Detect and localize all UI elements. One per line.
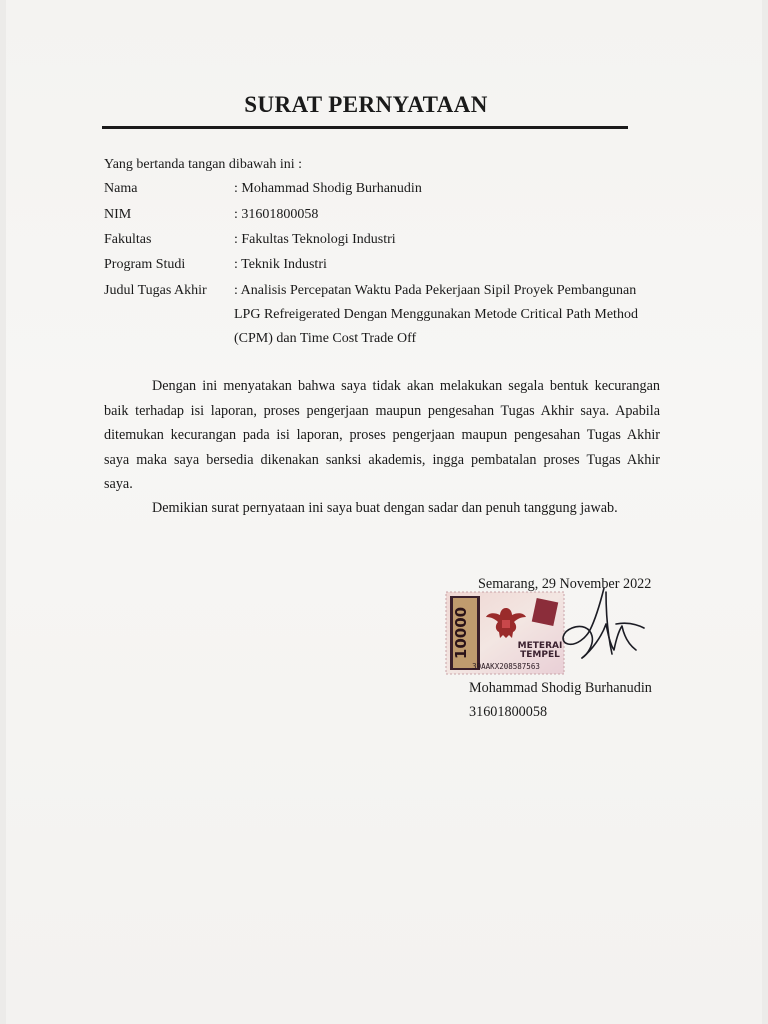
signer-name: Mohammad Shodig Burhanudin — [469, 680, 652, 696]
title-line: (CPM) dan Time Cost Trade Off — [234, 331, 417, 346]
closing-paragraph: Demikian surat pernyataan ini saya buat dengan sadar dan penuh tanggung jawab. — [152, 500, 618, 516]
paragraph-line: Dengan ini menyatakan bahwa saya tidak akan melakukan segala bentuk kecurangan — [152, 378, 660, 394]
field-value: : Mohammad Shodig Burhanudin — [234, 181, 422, 196]
paragraph-line: saya maka saya bersedia dikenakan sanksi akademis, ingga pembatalan proses Tugas Akhir — [104, 451, 660, 468]
field-value — [234, 279, 664, 351]
paragraph-line: saya. — [104, 476, 133, 492]
document-page — [6, 0, 762, 1024]
stamp-serial: 39AAKX208587563 — [472, 662, 540, 671]
field-value: : Fakultas Teknologi Industri — [234, 232, 396, 247]
field-label: Nama — [104, 181, 138, 196]
paragraph-line: ditemukan kecurangan pada isi laporan, proses pengerjaan maupun pengesahan Tugas Akhir — [104, 427, 660, 443]
stamp-label-1: METERAI — [517, 641, 563, 651]
place-date: Semarang, 29 November 2022 — [478, 576, 652, 592]
title-line: : Analisis Percepatan Waktu Pada Pekerjaan Sipil Proyek Pembangunan — [234, 283, 637, 298]
paragraph-line: baik terhadap isi laporan, proses pengerjaan maupun pengesahan Tugas Akhir saya. Apabila — [104, 402, 660, 419]
field-label: NIM — [104, 207, 132, 222]
field-label: Judul Tugas Akhir — [104, 283, 207, 298]
field-value: : Teknik Industri — [234, 257, 327, 272]
field-value: : 31601800058 — [234, 207, 319, 222]
statement-paragraph — [104, 374, 660, 497]
signer-block — [469, 676, 652, 724]
title-underline — [102, 126, 628, 129]
field-label: Fakultas — [104, 232, 152, 247]
stamp-label-2: TEMPEL — [520, 650, 560, 660]
field-label: Program Studi — [104, 257, 186, 272]
signer-nim: 31601800058 — [469, 704, 548, 720]
document-title: SURAT PERNYATAAN — [244, 92, 488, 117]
signature-mark — [546, 584, 646, 674]
stamp-value: 10000 — [452, 606, 470, 660]
title-line: LPG Refreigerated Dengan Menggunakan Metode Critical Path Method — [234, 307, 638, 322]
intro-text: Yang bertanda tangan dibawah ini : — [104, 157, 303, 172]
